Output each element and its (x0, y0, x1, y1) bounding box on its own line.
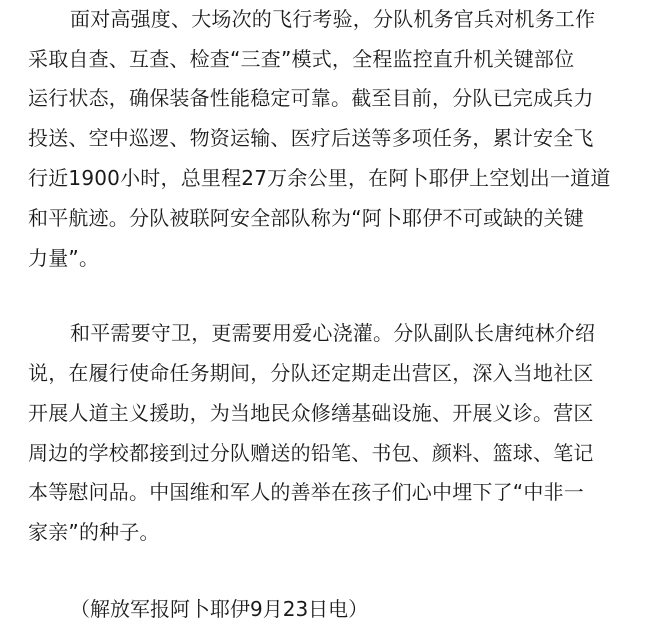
text-line (0, 438, 652, 468)
dateline-source-text: （解放军报阿卜耶伊9月23日电） (70, 597, 369, 621)
text-line (0, 477, 652, 507)
text-line (0, 358, 652, 388)
text-line-content: 家亲”的种子。 (28, 520, 160, 544)
text-line (0, 203, 652, 233)
text-line (0, 123, 652, 153)
text-line (0, 318, 652, 348)
text-line-content: 周边的学校都接到过分队赠送的铅笔、书包、颜料、篮球、笔记 (28, 441, 594, 465)
text-line-content: 力量”。 (28, 246, 100, 270)
text-line-content: 行近1900小时，总里程27万余公里，在阿卜耶伊上空划出一道道 (28, 166, 611, 190)
text-line-content: 和平航迹。分队被联阿安全部队称为“阿卜耶伊不可或缺的关键 (28, 206, 584, 230)
text-line-content: 投送、空中巡逻、物资运输、医疗后送等多项任务，累计安全飞 (28, 126, 594, 150)
text-line-content: 和平需要守卫，更需要用爱心浇灌。分队副队长唐纯林介绍 (70, 321, 596, 345)
text-line (0, 163, 652, 193)
text-line-content: 本等慰问品。中国维和军人的善举在孩子们心中埋下了“中非一 (28, 480, 584, 504)
text-line (0, 517, 652, 547)
text-line (0, 243, 652, 273)
text-line-content: 采取自查、互查、检查“三查”模式，全程监控直升机关键部位 (28, 47, 575, 71)
text-line (0, 4, 652, 34)
text-line (0, 398, 652, 428)
text-line (0, 44, 652, 74)
text-line-content: 说，在履行使命任务期间，分队还定期走出营区，深入当地社区 (28, 361, 594, 385)
dateline-source (0, 594, 652, 624)
text-line-content: 运行状态，确保装备性能稳定可靠。截至目前，分队已完成兵力 (28, 86, 594, 110)
text-line-content: 开展人道主义援助，为当地民众修缮基础设施、开展义诊。营区 (28, 401, 594, 425)
text-line-content: 面对高强度、大场次的飞行考验，分队机务官兵对机务工作 (70, 7, 596, 31)
text-line (0, 83, 652, 113)
